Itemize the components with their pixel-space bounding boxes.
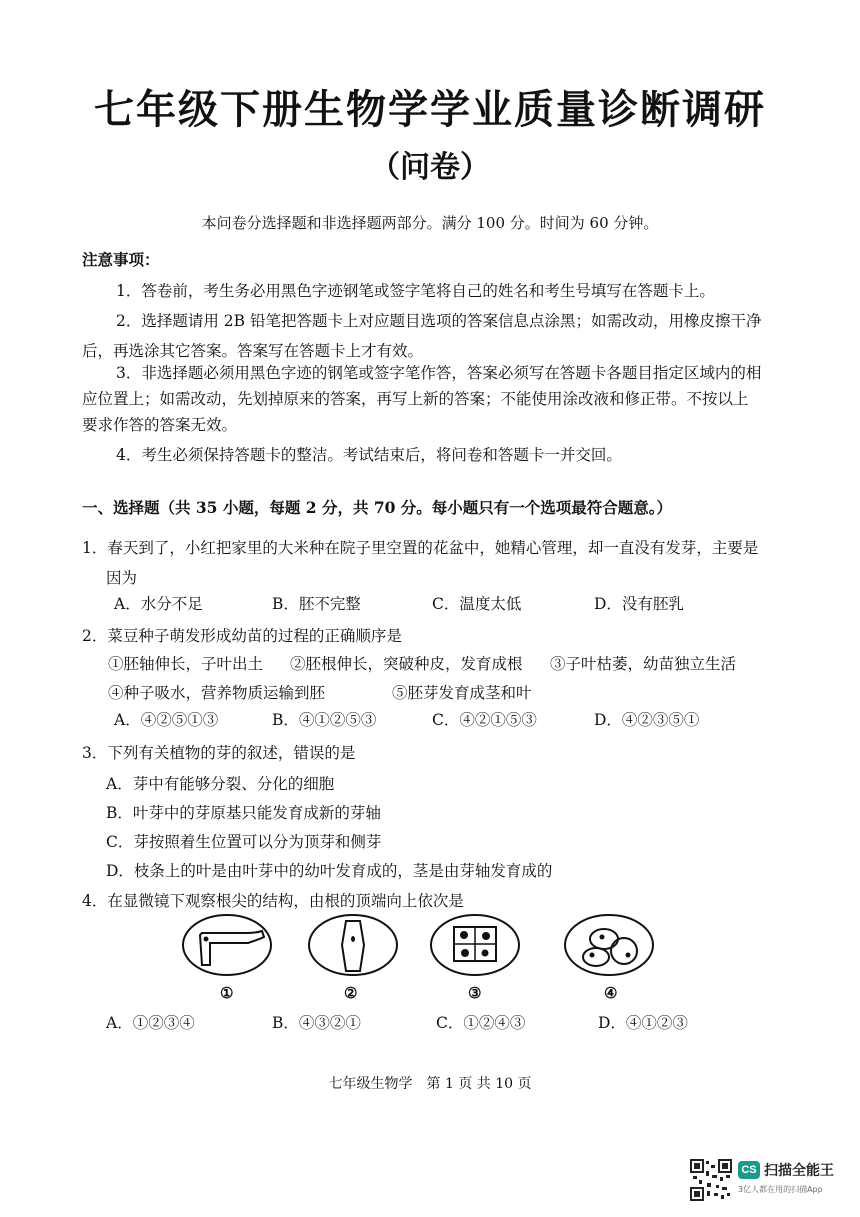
note-line: 1．答卷前，考生务必用黑色字迹钢笔或签字笔将自己的姓名和考生号填写在答题卡上。 — [116, 282, 715, 300]
root-cell-figure-4 — [562, 913, 656, 977]
section-heading: 一、选择题（共 35 小题，每题 2 分，共 70 分。每小题只有一个选项最符合题意。） — [82, 498, 673, 517]
q2-option-d[interactable]: D．④②③⑤① — [594, 711, 700, 729]
q2-step: ②胚根伸长，突破种皮，发育成根 — [290, 655, 523, 673]
q4-option-a[interactable]: A．①②③④ — [106, 1014, 195, 1032]
note-line: 要求作答的答案无效。 — [82, 416, 238, 434]
q2-option-c[interactable]: C．④②①⑤③ — [432, 711, 537, 729]
scanner-watermark — [738, 1160, 834, 1195]
question-1-stem: 1．春天到了，小红把家里的大米种在院子里空置的花盆中，她精心管理，却一直没有发芽，主要是 — [82, 539, 759, 557]
figure-label: ② — [344, 984, 358, 1002]
question-2-stem: 2．菜豆种子萌发形成幼苗的过程的正确顺序是 — [82, 627, 402, 645]
scanner-logo-icon: CS — [738, 1161, 760, 1179]
note-line: 3．非选择题必须用黑色字迹的钢笔或签字笔作答，答案必须写在答题卡各题目指定区域内的相 — [116, 364, 762, 382]
scanner-tagline: 3亿人都在用的扫描App — [738, 1185, 823, 1194]
q3-option-c[interactable]: C．芽按照着生位置可以分为顶芽和侧芽 — [106, 833, 382, 851]
figure-label: ① — [220, 984, 234, 1002]
q1-option-a[interactable]: A．水分不足 — [114, 595, 203, 613]
q2-step: ①胚轴伸长，子叶出土 — [108, 655, 264, 673]
scanner-app-name: 扫描全能王 — [764, 1163, 834, 1179]
document-title: 七年级下册生物学学业质量诊断调研 — [94, 86, 766, 133]
note-line: 2．选择题请用 2B 铅笔把答题卡上对应题目选项的答案信息点涂黑；如需改动，用橡皮擦干净 — [116, 312, 762, 330]
root-cell-figure-2 — [306, 913, 400, 977]
q2-step: ④种子吸水，营养物质运输到胚 — [108, 684, 326, 702]
q1-option-c[interactable]: C．温度太低 — [432, 595, 522, 613]
q4-option-b[interactable]: B．④③②① — [272, 1014, 361, 1032]
q2-option-a[interactable]: A．④②⑤①③ — [114, 711, 219, 729]
question-1-stem-cont: 因为 — [106, 569, 138, 587]
qr-code-icon — [690, 1159, 732, 1201]
page-footer: 七年级生物学 第 1 页 共 10 页 — [328, 1076, 532, 1092]
q1-option-d[interactable]: D．没有胚乳 — [594, 595, 684, 613]
q4-option-d[interactable]: D．④①②③ — [598, 1014, 688, 1032]
q1-option-b[interactable]: B．胚不完整 — [272, 595, 361, 613]
document-subtitle: （问卷） — [370, 150, 490, 185]
question-3-stem: 3．下列有关植物的芽的叙述，错误的是 — [82, 744, 356, 762]
note-line: 4．考生必须保持答题卡的整洁。考试结束后，将问卷和答题卡一并交回。 — [116, 446, 622, 464]
figure-label: ④ — [604, 984, 618, 1002]
figure-label: ③ — [468, 984, 482, 1002]
q4-option-c[interactable]: C．①②④③ — [436, 1014, 526, 1032]
intro-text: 本问卷分选择题和非选择题两部分。满分 100 分。时间为 60 分钟。 — [201, 214, 659, 232]
note-line: 应位置上；如需改动，先划掉原来的答案，再写上新的答案；不能使用涂改液和修正带。不按以上 — [82, 390, 749, 408]
notes-heading: 注意事项： — [82, 250, 160, 269]
q3-option-d[interactable]: D．枝条上的叶是由叶芽中的幼叶发育成的，茎是由芽轴发育成的 — [106, 862, 553, 880]
root-cell-figure-1 — [180, 913, 274, 977]
question-4-stem: 4．在显微镜下观察根尖的结构，由根的顶端向上依次是 — [82, 892, 464, 910]
q3-option-b[interactable]: B．叶芽中的芽原基只能发育成新的芽轴 — [106, 804, 381, 822]
q2-step: ⑤胚芽发育成茎和叶 — [392, 684, 532, 702]
q2-option-b[interactable]: B．④①②⑤③ — [272, 711, 377, 729]
q3-option-a[interactable]: A．芽中有能够分裂、分化的细胞 — [106, 775, 335, 793]
note-line: 后，再选涂其它答案。答案写在答题卡上才有效。 — [82, 342, 424, 360]
root-cell-figure-3 — [428, 913, 522, 977]
q2-step: ③子叶枯萎，幼苗独立生活 — [550, 655, 737, 673]
